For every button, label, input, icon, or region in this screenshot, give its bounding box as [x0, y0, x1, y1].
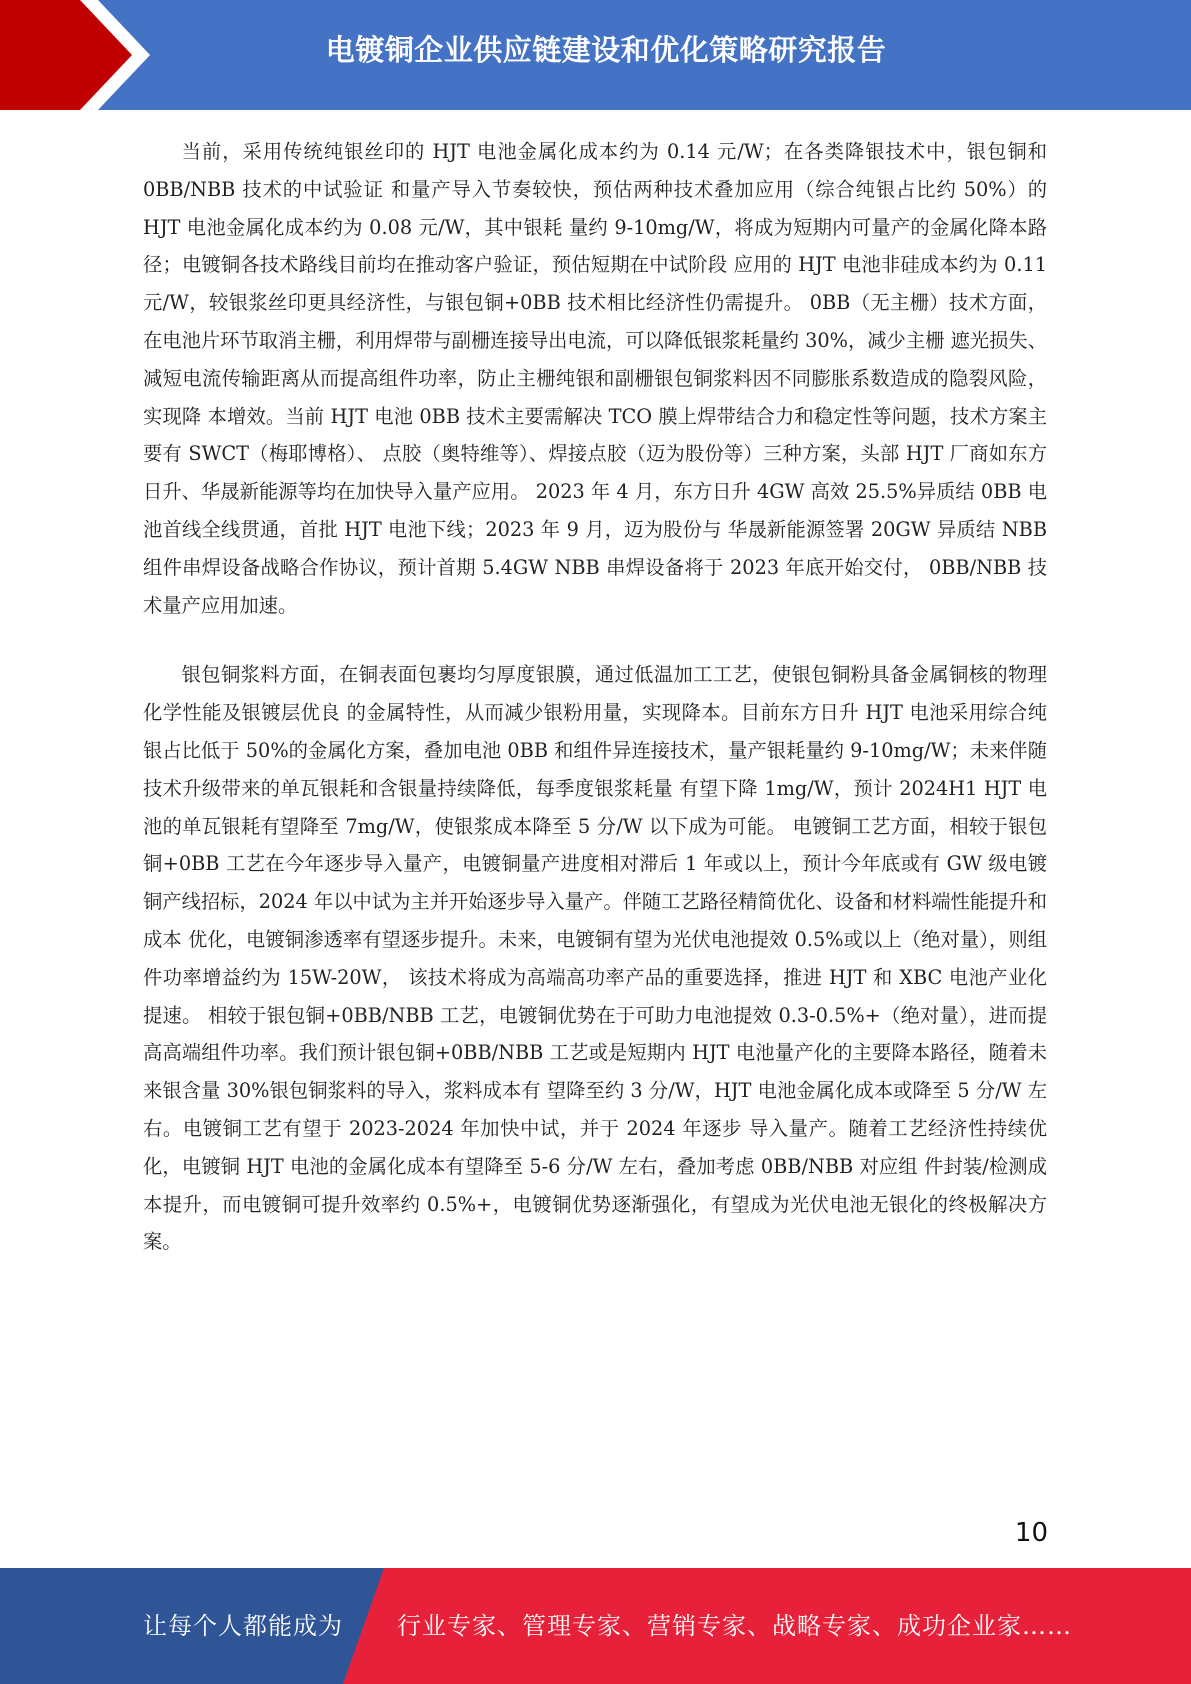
- header-banner: [0, 0, 1191, 110]
- footer-slogan-right: 行业专家、管理专家、营销专家、战略专家、成功企业家……: [397, 1612, 1072, 1640]
- footer-slogan-left: 让每个人都能成为: [143, 1612, 343, 1640]
- body-text: [143, 133, 1047, 1261]
- paragraph-1: 当前，采用传统纯银丝印的 HJT 电池金属化成本约为 0.14 元/W；在各类降银技术中，银包铜和 0BB/NBB 技术的中试验证 和量产导入节奏较快，预估两种技术叠加应用（综合纯银占比约 50%）的 HJT 电池金属化成本约为 0.08 元/W，其中银耗 量约 9-10mg/W，将成为短期内可量产的金属化降本路径；电镀铜各技术路线目前均在推动客户验证，预估短期在中试阶段 应用的 HJT 电池非硅成本约为 0.11 元/W，较银浆丝印更具经济性，与银包铜+0BB 技术相比经济性仍需提升。 0BB（无主栅）技术方面，在电池片环节取消主栅，利用焊带与副栅连接导出电流，可以降低银浆耗量约 30%，减少主栅 遮光损失、减短电流传输距离从而提高组件功率，防止主栅纯银和副栅银包铜浆料因不同膨胀系数造成的隐裂风险，实现降 本增效。当前 HJT 电池 0BB 技术主要需解决 TCO 膜上焊带结合力和稳定性等问题，技术方案主要有 SWCT（梅耶博格）、 点胶（奥特维等）、焊接点胶（迈为股份等）三种方案，头部 HJT 厂商如东方日升、华晟新能源等均在加快导入量产应用。 2023 年 4 月，东方日升 4GW 高效 25.5%异质结 0BB 电池首线全线贯通，首批 HJT 电池下线；2023 年 9 月，迈为股份与 华晟新能源签署 20GW 异质结 NBB 组件串焊设备战略合作协议，预计首期 5.4GW NBB 串焊设备将于 2023 年底开始交付， 0BB/NBB 技术量产应用加速。: [143, 140, 1047, 617]
- page-number: 10: [1014, 1518, 1048, 1548]
- footer-banner: [0, 1568, 1191, 1684]
- document-title: 电镀铜企业供应链建设和优化策略研究报告: [325, 33, 887, 67]
- paragraph-2: 银包铜浆料方面，在铜表面包裹均匀厚度银膜，通过低温加工工艺，使银包铜粉具备金属铜核的物理化学性能及银镀层优良 的金属特性，从而减少银粉用量，实现降本。目前东方日升 HJT 电池采用综合纯银占比低于 50%的金属化方案，叠加电池 0BB 和组件异连接技术，量产银耗量约 9-10mg/W；未来伴随技术升级带来的单瓦银耗和含银量持续降低，每季度银浆耗量 有望下降 1mg/W，预计 2024H1 HJT 电池的单瓦银耗有望降至 7mg/W，使银浆成本降至 5 分/W 以下成为可能。 电镀铜工艺方面，相较于银包铜+0BB 工艺在今年逐步导入量产，电镀铜量产进度相对滞后 1 年或以上，预计今年底或有 GW 级电镀铜产线招标，2024 年以中试为主并开始逐步导入量产。伴随工艺路径精简优化、设备和材料端性能提升和成本 优化，电镀铜渗透率有望逐步提升。未来，电镀铜有望为光伏电池提效 0.5%或以上（绝对量），则组件功率增益约为 15W-20W， 该技术将成为高端高功率产品的重要选择，推进 HJT 和 XBC 电池产业化提速。 相较于银包铜+0BB/NBB 工艺，电镀铜优势在于可助力电池提效 0.3-0.5%+（绝对量），进而提高高端组件功率。我们预计银包铜+0BB/NBB 工艺或是短期内 HJT 电池量产化的主要降本路径，随着未来银含量 30%银包铜浆料的导入，浆料成本有 望降至约 3 分/W，HJT 电池金属化成本或降至 5 分/W 左右。电镀铜工艺有望于 2023-2024 年加快中试，并于 2024 年逐步 导入量产。随着工艺经济性持续优化，电镀铜 HJT 电池的金属化成本有望降至 5-6 分/W 左右，叠加考虑 0BB/NBB 对应组 件封装/检测成本提升，而电镀铜可提升效率约 0.5%+，电镀铜优势逐渐强化，有望成为光伏电池无银化的终极解决方案。: [143, 663, 1047, 1254]
